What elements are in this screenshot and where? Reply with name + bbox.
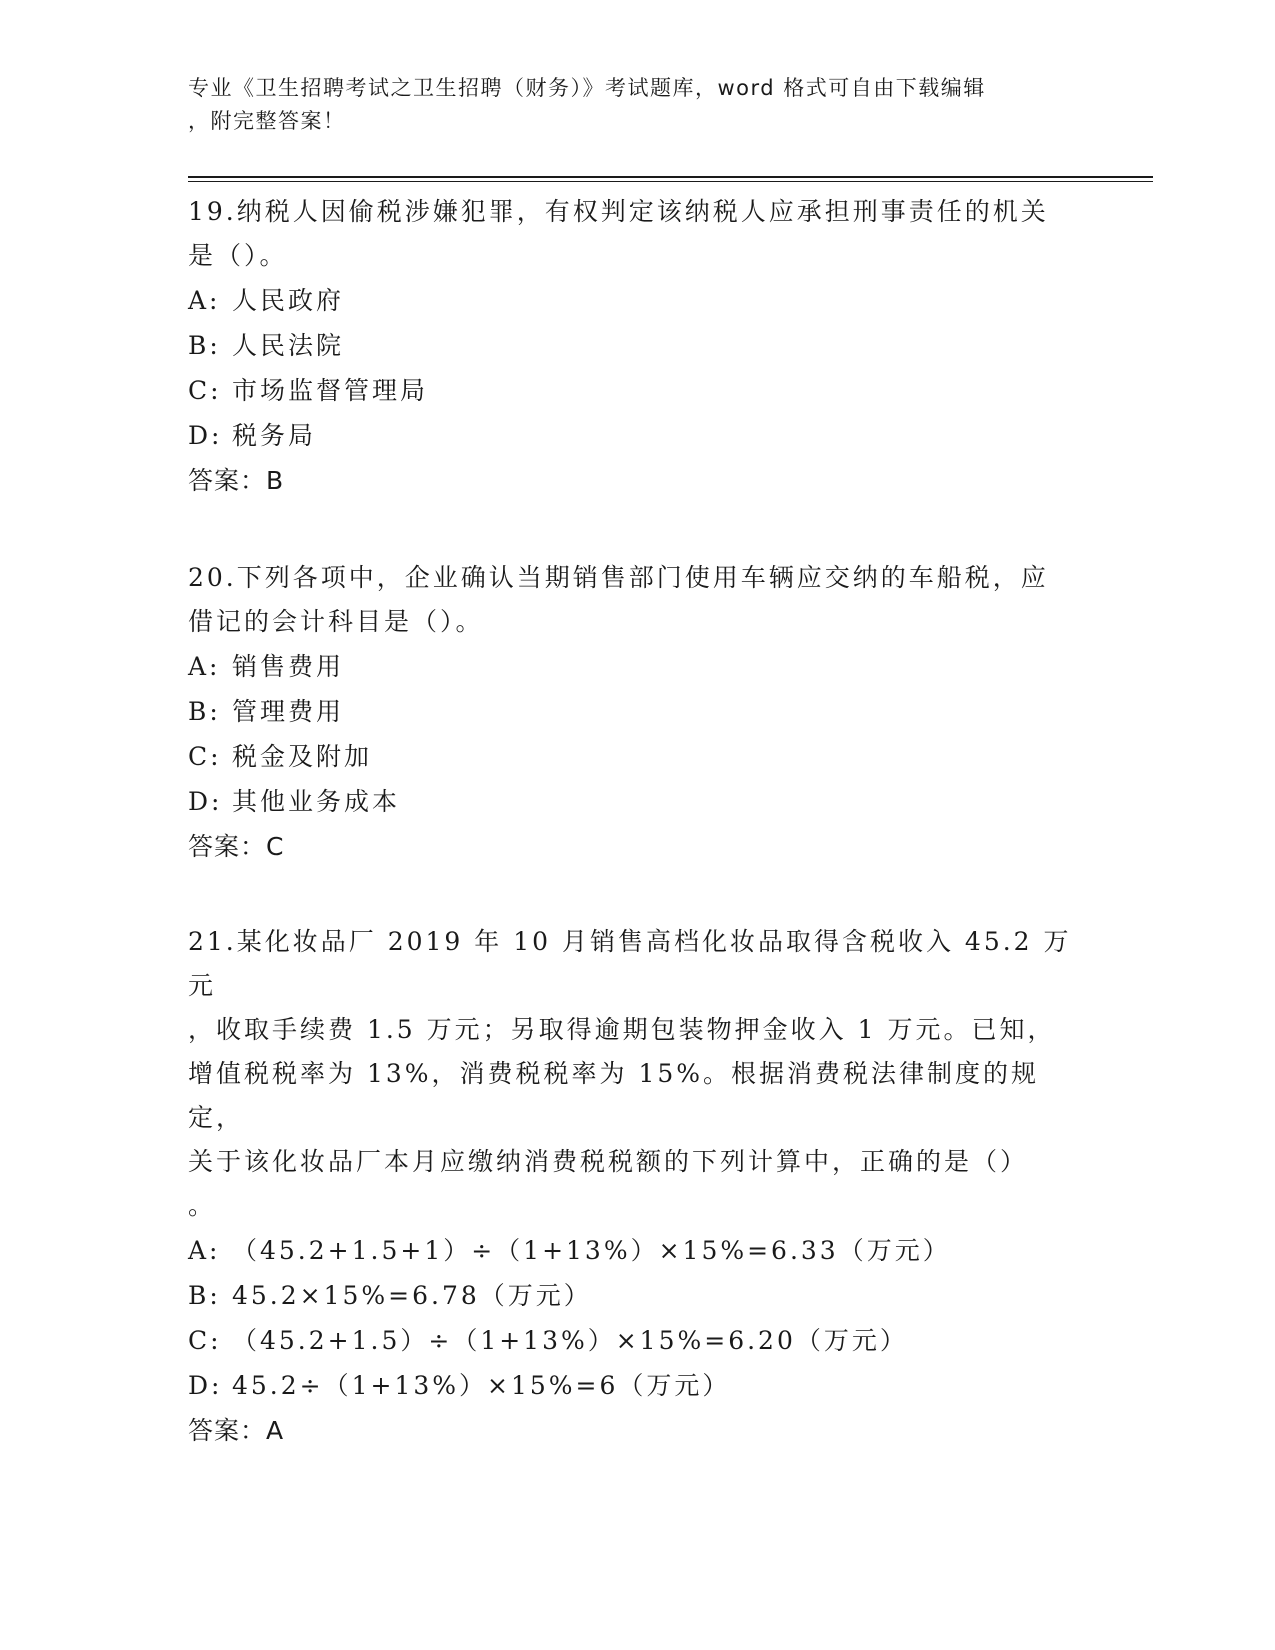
- option-letter: A:: [188, 652, 221, 681]
- option-letter: C:: [188, 1326, 222, 1355]
- question-text-line: 是（）。: [188, 241, 288, 270]
- question-text-line: 关于该化妆品厂本月应缴纳消费税税额的下列计算中，正确的是（）: [188, 1147, 1029, 1176]
- question-text-line: 。: [188, 1191, 217, 1220]
- question-21: [188, 920, 1088, 1454]
- option-text: 人民政府: [232, 286, 345, 315]
- option-text: 税金及附加: [232, 742, 373, 771]
- option-letter: B:: [188, 331, 221, 360]
- option-text: 市场监督管理局: [232, 376, 429, 405]
- option-letter: D:: [188, 1371, 223, 1400]
- option-d: [188, 779, 1088, 824]
- option-c: [188, 1318, 1088, 1363]
- option-b: [188, 1273, 1088, 1318]
- header-line-2: ，附完整答案！: [188, 109, 346, 133]
- option-b: [188, 323, 1088, 368]
- option-letter: C:: [188, 376, 222, 405]
- option-text: （45.2+1.5）÷（1+13%）×15%=6.20（万元）: [232, 1326, 908, 1355]
- option-letter: D:: [188, 787, 223, 816]
- option-text: 人民法院: [232, 331, 345, 360]
- question-19: [188, 190, 1088, 504]
- option-letter: B:: [188, 697, 221, 726]
- option-d: [188, 413, 1088, 458]
- option-text: 管理费用: [232, 697, 345, 726]
- option-text: 其他业务成本: [232, 787, 401, 816]
- question-text-line: 20.下列各项中，企业确认当期销售部门使用车辆应交纳的车船税，应: [188, 563, 1049, 592]
- question-text-line: 借记的会计科目是（）。: [188, 607, 484, 636]
- header-divider-thin: [188, 181, 1153, 182]
- question-text-line: 19.纳税人因偷税涉嫌犯罪，有权判定该纳税人应承担刑事责任的机关: [188, 197, 1049, 226]
- option-text: 45.2÷（1+13%）×15%=6（万元）: [232, 1371, 731, 1400]
- question-text-line: 增值税税率为 13%，消费税税率为 15%。根据消费税法律制度的规定，: [188, 1059, 1040, 1132]
- header-divider-thick: [188, 176, 1153, 178]
- option-b: [188, 689, 1088, 734]
- option-a: [188, 1228, 1088, 1273]
- option-letter: D:: [188, 421, 223, 450]
- option-a: [188, 278, 1088, 323]
- option-text: 45.2×15%=6.78（万元）: [232, 1281, 592, 1310]
- option-letter: A:: [188, 1236, 221, 1265]
- option-c: [188, 368, 1088, 413]
- option-d: [188, 1363, 1088, 1408]
- answer-line: 答案：B: [188, 466, 285, 495]
- option-c: [188, 734, 1088, 779]
- option-text: 销售费用: [232, 652, 345, 681]
- question-text-line: 21.某化妆品厂 2019 年 10 月销售高档化妆品取得含税收入 45.2 万元: [188, 927, 1072, 1000]
- option-letter: A:: [188, 286, 221, 315]
- document-header: [188, 72, 1068, 138]
- option-text: （45.2+1.5+1）÷（1+13%）×15%=6.33（万元）: [232, 1236, 951, 1265]
- option-text: 税务局: [232, 421, 317, 450]
- question-20: [188, 556, 1088, 870]
- option-letter: B:: [188, 1281, 221, 1310]
- answer-line: 答案：C: [188, 832, 285, 861]
- answer-line: 答案：A: [188, 1416, 285, 1445]
- option-a: [188, 644, 1088, 689]
- option-letter: C:: [188, 742, 222, 771]
- question-text-line: ，收取手续费 1.5 万元；另取得逾期包装物押金收入 1 万元。已知，: [188, 1015, 1056, 1044]
- header-line-1: 专业《卫生招聘考试之卫生招聘（财务）》考试题库，word 格式可自由下载编辑: [188, 76, 986, 100]
